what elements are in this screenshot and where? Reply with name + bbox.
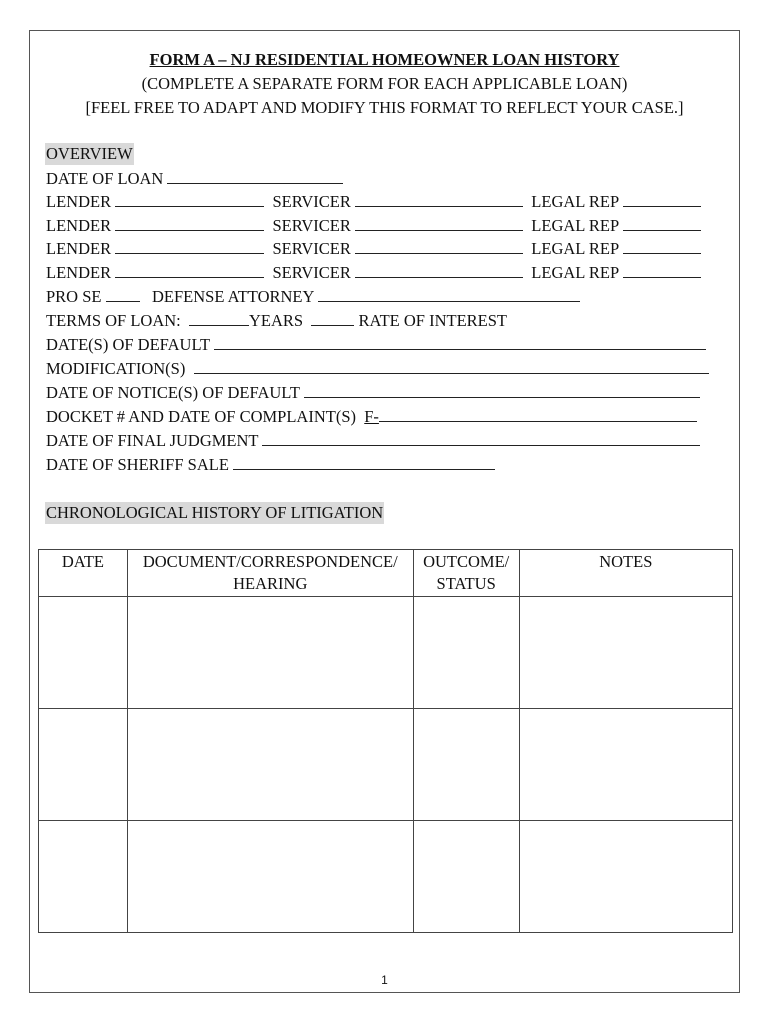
outcome-cell[interactable] [413, 597, 519, 709]
modifications-label: MODIFICATION(S) [46, 359, 186, 378]
legal-rep-field[interactable] [623, 191, 701, 207]
years-field[interactable] [189, 310, 249, 326]
lender-label: LENDER [46, 239, 112, 258]
column-header-document: DOCUMENT/CORRESPONDENCE/ HEARING [127, 550, 413, 597]
final-judgment-label: DATE OF FINAL JUDGMENT [46, 431, 259, 450]
notes-cell[interactable] [519, 821, 732, 933]
lender-row-3 [46, 238, 701, 260]
servicer-field[interactable] [355, 191, 523, 207]
pro-se-field[interactable] [106, 286, 140, 302]
docket-label: DOCKET # AND DATE OF COMPLAINT(S) [46, 407, 356, 426]
lender-row-1 [46, 191, 701, 213]
lender-label: LENDER [46, 216, 112, 235]
servicer-field[interactable] [355, 262, 523, 278]
form-note: [FEEL FREE TO ADAPT AND MODIFY THIS FORMAT TO REFLECT YOUR CASE.] [85, 98, 684, 117]
date-cell[interactable] [39, 597, 128, 709]
overview-section-title: OVERVIEW [46, 144, 133, 163]
defense-attorney-label: DEFENSE ATTORNEY [151, 287, 314, 306]
date-of-loan-row [46, 168, 343, 190]
notices-of-default-field[interactable] [304, 382, 700, 398]
date-of-loan-label: DATE OF LOAN [46, 169, 164, 188]
dates-of-default-field[interactable] [214, 334, 706, 350]
outcome-cell[interactable] [413, 821, 519, 933]
document-cell[interactable] [127, 597, 413, 709]
final-judgment-field[interactable] [262, 430, 700, 446]
lender-label: LENDER [46, 263, 112, 282]
notices-of-default-label: DATE OF NOTICE(S) OF DEFAULT [46, 383, 300, 402]
terms-of-loan-label: TERMS OF LOAN: [46, 311, 181, 330]
rate-of-interest-label: RATE OF INTEREST [358, 311, 507, 330]
document-cell[interactable] [127, 709, 413, 821]
sheriff-sale-field[interactable] [233, 454, 495, 470]
table-row [39, 709, 733, 821]
pro-se-label: PRO SE [46, 287, 102, 306]
sheriff-sale-row [46, 454, 495, 476]
legal-rep-label: LEGAL REP [531, 239, 619, 258]
table-header-row [39, 550, 733, 597]
notices-of-default-row [46, 382, 700, 404]
final-judgment-row [46, 430, 700, 452]
lender-field[interactable] [115, 191, 264, 207]
dates-of-default-row [46, 334, 706, 356]
docket-field[interactable] [379, 406, 697, 422]
servicer-label: SERVICER [272, 263, 351, 282]
column-header-notes: NOTES [519, 550, 732, 597]
legal-rep-field[interactable] [623, 215, 701, 231]
page-number: 1 [381, 973, 388, 987]
legal-rep-label: LEGAL REP [531, 216, 619, 235]
litigation-history-table [38, 549, 733, 933]
outcome-cell[interactable] [413, 709, 519, 821]
sheriff-sale-label: DATE OF SHERIFF SALE [46, 455, 229, 474]
modifications-field[interactable] [194, 358, 709, 374]
lender-label: LENDER [46, 192, 112, 211]
form-subtitle: (COMPLETE A SEPARATE FORM FOR EACH APPLICABLE LOAN) [141, 74, 628, 93]
modifications-row [46, 358, 709, 380]
notes-cell[interactable] [519, 597, 732, 709]
servicer-field[interactable] [355, 215, 523, 231]
legal-rep-label: LEGAL REP [531, 263, 619, 282]
notes-cell[interactable] [519, 709, 732, 821]
table-row [39, 597, 733, 709]
dates-of-default-label: DATE(S) OF DEFAULT [46, 335, 210, 354]
legal-rep-field[interactable] [623, 238, 701, 254]
legal-rep-label: LEGAL REP [531, 192, 619, 211]
docket-row [46, 406, 697, 428]
form-page [29, 30, 740, 993]
table-row [39, 821, 733, 933]
date-cell[interactable] [39, 821, 128, 933]
docket-prefix: F- [364, 407, 379, 426]
terms-of-loan-row [46, 310, 507, 332]
pro-se-row [46, 286, 580, 308]
rate-field[interactable] [311, 310, 354, 326]
lender-field[interactable] [115, 238, 264, 254]
lender-field[interactable] [115, 215, 264, 231]
date-cell[interactable] [39, 709, 128, 821]
form-header [30, 48, 739, 120]
servicer-label: SERVICER [272, 239, 351, 258]
defense-attorney-field[interactable] [318, 286, 580, 302]
lender-row-4 [46, 262, 701, 284]
litigation-section-title: CHRONOLOGICAL HISTORY OF LITIGATION [46, 503, 384, 522]
lender-field[interactable] [115, 262, 264, 278]
document-cell[interactable] [127, 821, 413, 933]
years-label: YEARS [249, 311, 304, 330]
legal-rep-field[interactable] [623, 262, 701, 278]
form-title: FORM A – NJ RESIDENTIAL HOMEOWNER LOAN HISTORY [149, 50, 620, 69]
column-header-date: DATE [39, 550, 128, 597]
date-of-loan-field[interactable] [167, 168, 343, 184]
servicer-field[interactable] [355, 238, 523, 254]
servicer-label: SERVICER [272, 192, 351, 211]
lender-row-2 [46, 215, 701, 237]
column-header-outcome: OUTCOME/ STATUS [413, 550, 519, 597]
servicer-label: SERVICER [272, 216, 351, 235]
